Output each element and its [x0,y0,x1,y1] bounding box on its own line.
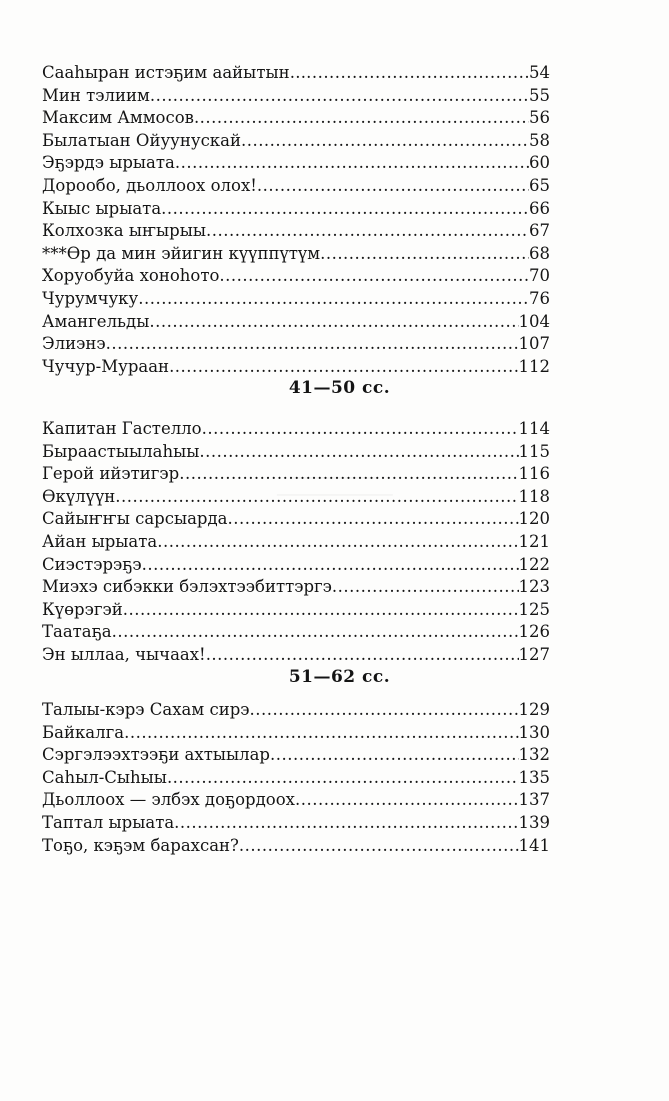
toc-entry-title: Сэргэлээхтээҕи ахтыылар [42,745,270,765]
toc-entry [42,554,550,577]
dot-leader [124,722,518,745]
toc-entry-title: Былатыан Ойуунускай [42,130,241,150]
toc-entry [42,107,550,130]
toc-entry-page-number: 115 [518,441,550,461]
toc-section-3 [42,699,550,857]
toc-entry-title: Чучур-Мураан [42,356,170,376]
toc-entry [42,699,550,722]
toc-entry [42,152,550,175]
dot-leader [206,644,519,667]
toc-entry-page-number: 76 [529,288,550,308]
toc-entry [42,576,550,599]
toc-entry-title: Колхозка ыҥырыы [42,221,206,241]
toc-entry [42,644,550,667]
toc-entry-title: Эҕэрдэ ырыата [42,153,175,173]
toc-entry-title: Кыыс ырыата [42,198,162,218]
toc-entry-page-number: 122 [518,554,550,574]
dot-leader [106,333,519,356]
toc-entry-title: Дорообо, дьоллоох олох! [42,175,257,195]
dot-leader [295,789,519,812]
toc-entry-title: Хоруобуйа хоноһото [42,266,220,286]
dot-leader [206,220,529,243]
toc-entry-page-number: 67 [529,221,550,241]
toc-entry-page-number: 125 [518,599,550,619]
toc-entry-page-number: 121 [518,531,550,551]
toc-entry-title: Миэхэ сибэкки бэлэхтээбиттэргэ [42,577,332,597]
toc-entry [42,744,550,767]
toc-entry-title: Талыы-кэрэ Сахам сирэ [42,700,250,719]
toc-entry-page-number: 129 [518,700,550,719]
toc-entry [42,418,550,441]
toc-entry [42,220,550,243]
dot-leader [142,554,519,577]
toc-entry-title: Герой ийэтигэр [42,464,180,484]
toc-entry [42,265,550,288]
toc-entry-page-number: 137 [518,790,550,810]
toc-entry [42,789,550,812]
section-heading-41-50: 41—50 сс. [288,378,391,398]
toc-entry-page-number: 130 [518,722,550,742]
dot-leader [320,243,529,266]
toc-entry [42,531,550,554]
dot-leader [179,463,518,486]
toc-entry-title: Күөрэгэй [42,599,123,619]
dot-leader [194,107,529,130]
toc-entry-page-number: 104 [518,311,550,331]
dot-leader [228,508,519,531]
dot-leader [199,441,518,464]
toc-entry [42,508,550,531]
dot-leader [138,288,529,311]
toc-entry-title: Чурумчуку [42,288,139,308]
toc-entry [42,767,550,790]
toc-entry [42,333,550,356]
toc-entry-title: Быраастыылаһыы [42,441,200,461]
toc-entry [42,198,550,221]
toc-entry-page-number: 135 [518,767,550,787]
toc-entry-title: Эн ыллаа, чычаах! [42,644,206,664]
reverse-side-bleed-through: ──────────── ──────────────── [277,471,393,502]
toc-entry-title: Байкалга [42,722,125,742]
dot-leader [167,767,519,790]
toc-entry [42,243,550,266]
toc-entry-page-number: 127 [518,644,550,664]
dot-leader [157,531,518,554]
toc-section-1 [42,62,550,378]
toc-entry [42,175,550,198]
toc-entry-page-number: 58 [529,130,550,150]
toc-entry [42,835,550,858]
toc-entry-title: Сайыҥҥы сарсыарда [42,509,228,529]
toc-entry [42,441,550,464]
toc-entry-page-number: 123 [518,577,550,597]
dot-leader [270,744,519,767]
dot-leader [115,486,518,509]
toc-entry-title: Сааһыран истэҕим аайытын… [42,63,307,82]
toc-entry-title: Тоҕо, кэҕэм барахсан? [42,835,239,855]
toc-entry-title: Дьоллоох — элбэх доҕордоох [42,790,295,810]
toc-entry-title: Мин тэлиим [42,85,150,105]
dot-leader [332,576,519,599]
toc-entry-title: ***Өр да мин эйигин күүппүтүм [42,243,321,263]
toc-entry-title: Өкүлүүн [42,486,116,506]
toc-entry-page-number: 139 [518,812,550,832]
toc-entry-title: Айан ырыата [42,531,158,551]
dot-leader [150,85,529,108]
toc-entry [42,85,550,108]
dot-leader [219,265,529,288]
toc-entry-title: Амангельды [42,311,150,331]
toc-section-2 [42,418,550,667]
toc-entry-page-number: 120 [518,509,550,529]
toc-entry [42,311,550,334]
toc-entry [42,599,550,622]
toc-entry-page-number: 141 [518,835,550,855]
dot-leader [149,311,518,334]
toc-entry [42,486,550,509]
dot-leader [112,621,519,644]
toc-entry [42,812,550,835]
toc-entry-page-number: 118 [518,486,550,506]
toc-entry-page-number: 60 [529,153,550,173]
toc-entry [42,62,550,85]
dot-leader [161,198,529,221]
toc-entry-page-number: 116 [518,464,550,484]
toc-entry-title: Саһыл-Сыһыы [42,767,167,787]
dot-leader [257,175,529,198]
toc-entry-title: Таптал ырыата [42,812,175,832]
toc-entry-page-number: 65 [529,175,550,195]
dot-leader [174,812,518,835]
toc-entry-page-number: 112 [518,356,550,376]
toc-entry-title: Таатаҕа [42,622,112,642]
dot-leader [169,356,518,379]
toc-entry-title: Максим Аммосов [42,108,194,128]
toc-entry-page-number: 66 [529,198,550,218]
section-heading-51-62: 51—62 сс. [288,667,391,687]
toc-entry [42,722,550,745]
dot-leader [239,835,519,858]
toc-entry-page-number: 68 [529,243,550,263]
toc-entry-title: Капитан Гастелло [42,419,202,438]
toc-entry-page-number: 132 [518,745,550,765]
toc-entry [42,463,550,486]
toc-entry [42,356,550,379]
toc-entry-page-number: 107 [518,334,550,354]
dot-leader [241,130,529,153]
dot-leader [123,599,519,622]
toc-entry-page-number: 55 [529,85,550,105]
toc-entry-title: Элиэнэ [42,334,106,354]
toc-entry-page-number: 126 [518,622,550,642]
toc-entry [42,288,550,311]
toc-entry-page-number: 70 [529,266,550,286]
toc-entry-page-number: 56 [529,108,550,128]
dot-leader [175,152,529,175]
toc-entry-page-number: 54 [529,63,550,82]
dot-leader [250,699,519,722]
dot-leader [306,62,529,85]
toc-entry-page-number: 114 [518,419,550,438]
toc-entry [42,621,550,644]
toc-entry-title: Сиэстэрэҕэ [42,554,142,574]
toc-entry [42,130,550,153]
dot-leader [202,418,519,441]
